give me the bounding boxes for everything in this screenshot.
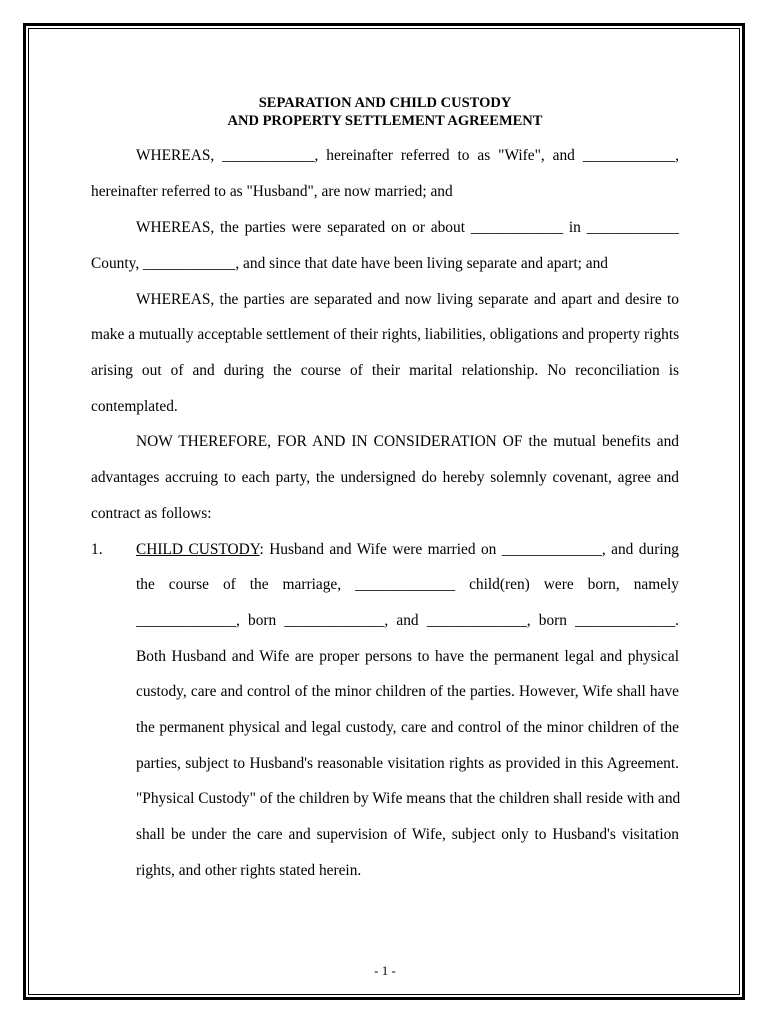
section-heading: CHILD CUSTODY (136, 541, 260, 558)
whereas-desire-line: WHEREAS, the parties are separated and now living separate and apart and desire to (136, 291, 679, 308)
whereas-settlement-line: make a mutually acceptable settlement of their rights, liabilities, obligations and property rights (91, 326, 680, 343)
section-1-line-4: Both Husband and Wife are proper persons to have the permanent legal and physical (136, 648, 679, 665)
section-1-line-7: parties, subject to Husband's reasonable visitation rights as provided in this Agreement. (136, 755, 679, 772)
section-1-line-10: rights, and other rights stated herein. (136, 862, 362, 879)
section-1-line-6: the permanent physical and legal custody, care and control of the minor children of the (136, 719, 679, 736)
page-number: - 1 - (374, 963, 396, 978)
whereas-husband-line: hereinafter referred to as "Husband", are now married; and (91, 183, 453, 200)
section-1-line-5: custody, care and control of the minor children of the parties. However, Wife shall have (136, 683, 679, 700)
whereas-wife-line: WHEREAS, ____________, hereinafter referred to as "Wife", and ____________, (136, 147, 679, 164)
whereas-arising-line: arising out of and during the course of their marital relationship. No reconciliation is (91, 362, 679, 379)
whereas-county-line: County, ____________, and since that date have been living separate and apart; and (91, 255, 608, 272)
section-1-line-8: "Physical Custody" of the children by Wife means that the children shall reside with and (136, 790, 681, 807)
section-number: 1. (91, 541, 103, 558)
section-1-line-2: the course of the marriage, _____________ child(ren) were born, namely (136, 576, 679, 593)
section-1-line-9: shall be under the care and supervision of Wife, subject only to Husband's visitation (136, 826, 679, 843)
advantages-line: advantages accruing to each party, the undersigned do hereby solemnly covenant, agree and (91, 469, 679, 486)
whereas-contemplated-line: contemplated. (91, 398, 178, 415)
title-line-1: SEPARATION AND CHILD CUSTODY (258, 95, 512, 111)
now-therefore-line: NOW THEREFORE, FOR AND IN CONSIDERATION OF the mutual benefits and (136, 433, 679, 450)
contract-line: contract as follows: (91, 505, 212, 522)
section-1-line-3: _____________, born _____________, and _____________, born _____________. (136, 612, 679, 629)
whereas-separated-line: WHEREAS, the parties were separated on or about ____________ in ____________ (136, 219, 679, 236)
section-1-first-line (136, 541, 679, 559)
section-1-first-rest: : Husband and Wife were married on _____________, and during (259, 541, 679, 558)
title-line-2: AND PROPERTY SETTLEMENT AGREEMENT (227, 113, 543, 129)
